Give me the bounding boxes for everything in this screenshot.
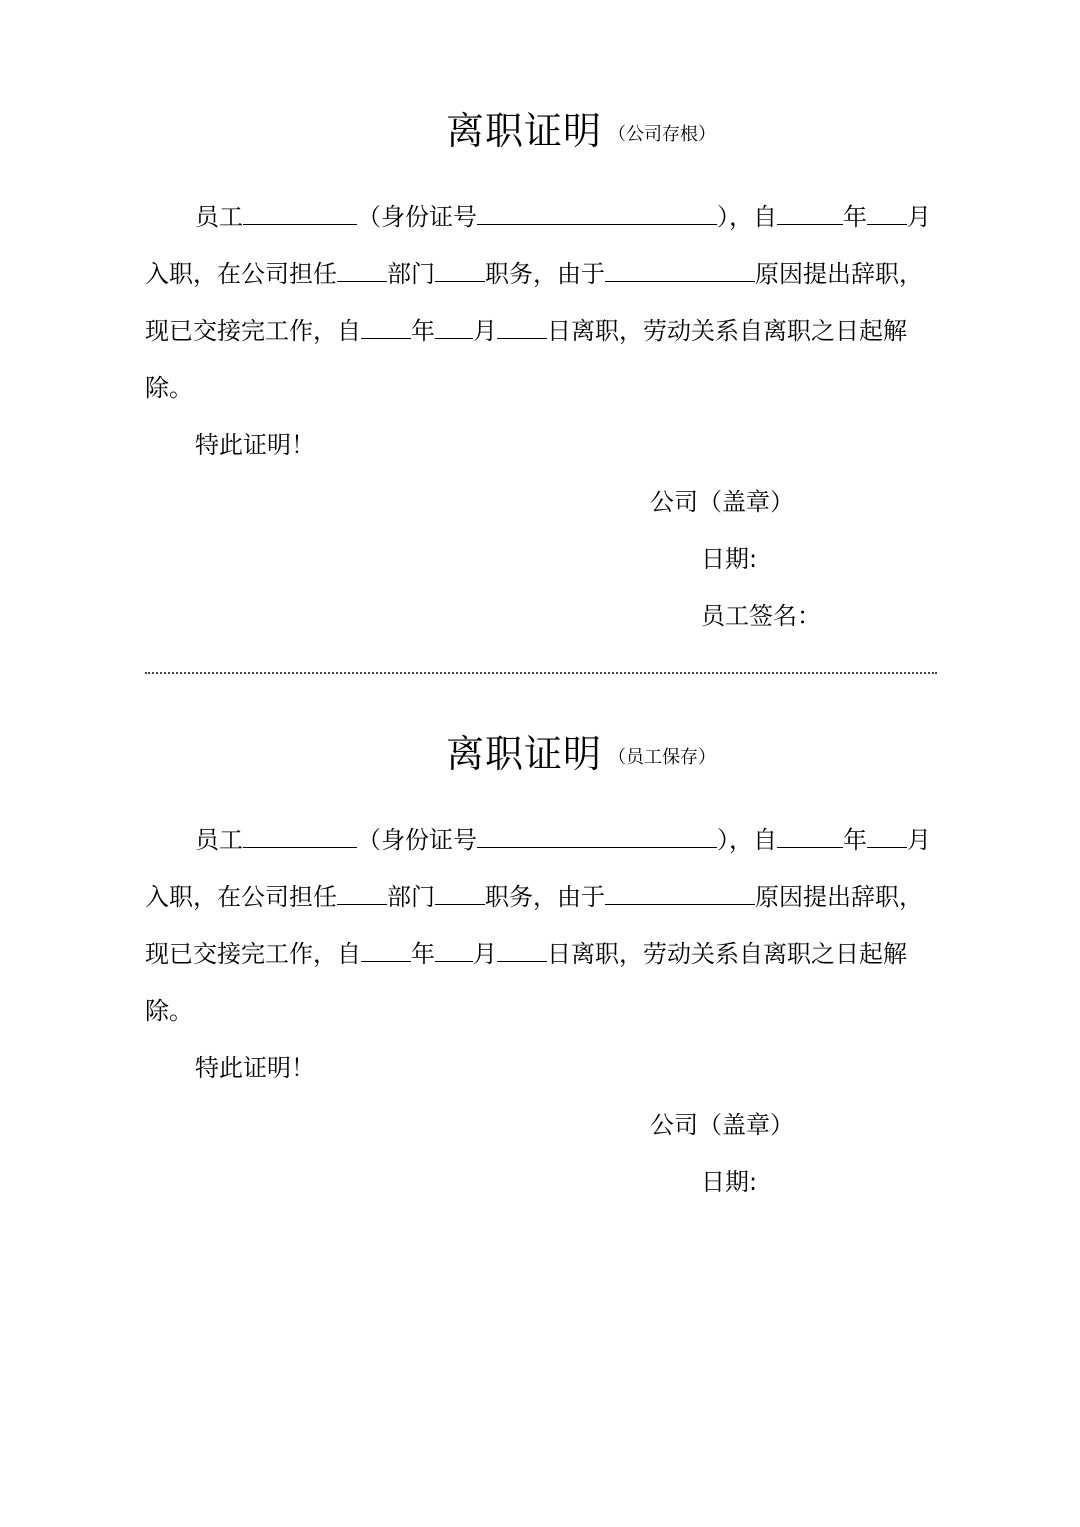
text-position-intro: 入职，在公司担任 xyxy=(145,883,337,911)
text-reason: 原因提出辞职， xyxy=(755,883,923,911)
text-position: 职务，由于 xyxy=(485,883,605,911)
text-month: 月 xyxy=(907,826,931,854)
blank-department[interactable] xyxy=(337,878,387,905)
blank-join-month[interactable] xyxy=(867,198,907,225)
text-reason: 原因提出辞职， xyxy=(755,260,923,288)
text-from: ），自 xyxy=(717,826,777,854)
text-id-number: （身份证号 xyxy=(357,203,477,231)
company-seal-label: 公司（盖章） xyxy=(650,488,794,516)
blank-leave-month[interactable] xyxy=(435,935,473,962)
blank-join-year[interactable] xyxy=(777,821,843,848)
text-year: 年 xyxy=(843,826,867,854)
certificate-body xyxy=(145,189,937,417)
body-line-4: 除。 xyxy=(145,374,193,402)
employee-signature-label: 员工签名： xyxy=(701,602,821,630)
title-text: 离职证明 xyxy=(445,109,602,153)
text-employee: 员工 xyxy=(195,826,243,854)
blank-leave-month[interactable] xyxy=(435,312,473,339)
text-year: 年 xyxy=(411,940,435,968)
text-handover: 现已交接完工作，自 xyxy=(145,940,361,968)
blank-id-number[interactable] xyxy=(477,198,717,225)
text-month: 月 xyxy=(907,203,931,231)
text-from: ），自 xyxy=(717,203,777,231)
body-line-2 xyxy=(145,246,937,303)
text-year: 年 xyxy=(843,203,867,231)
blank-leave-year[interactable] xyxy=(361,935,411,962)
blank-leave-day[interactable] xyxy=(497,312,547,339)
certificate-company-stub xyxy=(145,95,937,645)
cut-line-divider xyxy=(145,672,937,674)
date-label: 日期: xyxy=(701,1168,758,1196)
certificate-title xyxy=(145,718,937,790)
blank-employee-name[interactable] xyxy=(243,198,357,225)
blank-department[interactable] xyxy=(337,255,387,282)
text-handover: 现已交接完工作，自 xyxy=(145,317,361,345)
text-position: 职务，由于 xyxy=(485,260,605,288)
body-line-1 xyxy=(145,812,937,869)
title-subtitle: （公司存根） xyxy=(608,124,716,145)
text-month: 月 xyxy=(473,317,497,345)
blank-leave-day[interactable] xyxy=(497,935,547,962)
text-employee: 员工 xyxy=(195,203,243,231)
certificate-title xyxy=(145,95,937,167)
company-seal-label: 公司（盖章） xyxy=(650,1111,794,1139)
body-line-2 xyxy=(145,869,937,926)
certificate-body xyxy=(145,812,937,1040)
blank-employee-name[interactable] xyxy=(243,821,357,848)
title-subtitle: （员工保存） xyxy=(608,747,716,768)
text-year: 年 xyxy=(411,317,435,345)
proof-statement: 特此证明！ xyxy=(195,1054,315,1082)
body-line-4: 除。 xyxy=(145,997,193,1025)
blank-join-year[interactable] xyxy=(777,198,843,225)
proof-statement: 特此证明！ xyxy=(195,431,315,459)
text-termination: 日离职，劳动关系自离职之日起解 xyxy=(547,317,907,345)
blank-join-month[interactable] xyxy=(867,821,907,848)
blank-reason[interactable] xyxy=(605,878,755,905)
text-department: 部门 xyxy=(387,883,435,911)
body-line-1 xyxy=(145,189,937,246)
body-line-3 xyxy=(145,303,937,360)
text-department: 部门 xyxy=(387,260,435,288)
title-text: 离职证明 xyxy=(445,732,602,776)
text-termination: 日离职，劳动关系自离职之日起解 xyxy=(547,940,907,968)
blank-position[interactable] xyxy=(435,255,485,282)
body-line-3 xyxy=(145,926,937,983)
blank-position[interactable] xyxy=(435,878,485,905)
blank-id-number[interactable] xyxy=(477,821,717,848)
text-position-intro: 入职，在公司担任 xyxy=(145,260,337,288)
date-label: 日期: xyxy=(701,545,758,573)
blank-leave-year[interactable] xyxy=(361,312,411,339)
text-id-number: （身份证号 xyxy=(357,826,477,854)
certificate-employee-copy xyxy=(145,718,937,1211)
blank-reason[interactable] xyxy=(605,255,755,282)
text-month: 月 xyxy=(473,940,497,968)
